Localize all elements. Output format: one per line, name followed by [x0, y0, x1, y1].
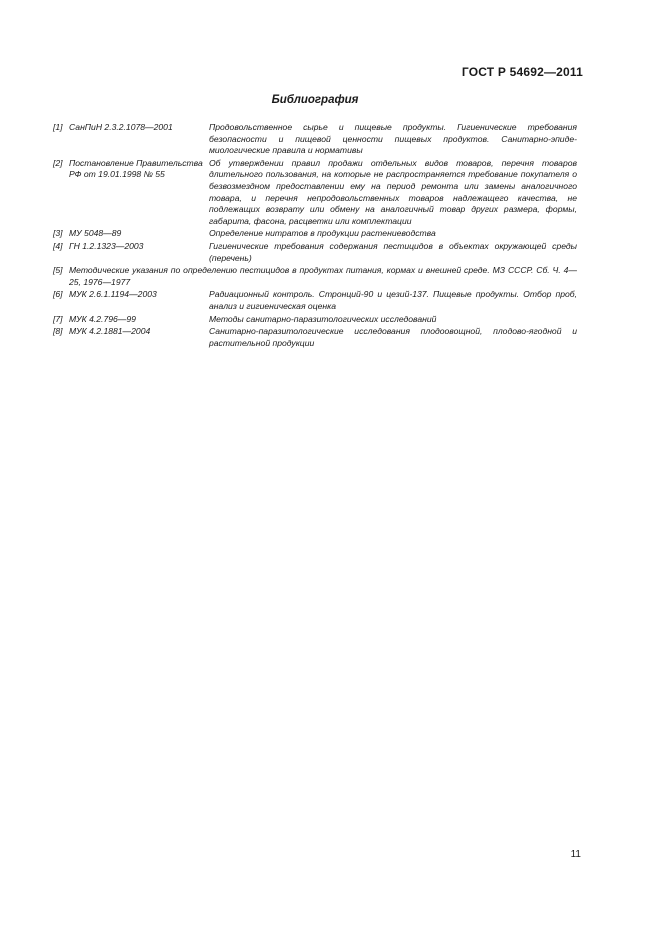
entry-number: [2] — [53, 157, 63, 168]
entry-description: Гигиенические требования содержания пестицидов в объектах окружающей среды (перечень) — [209, 240, 577, 263]
entry-source: МУК 4.2.796—99 — [69, 313, 136, 324]
bibliography-entry — [53, 122, 577, 157]
entry-number: [8] — [53, 326, 63, 337]
bibliography-entry — [53, 158, 577, 228]
entry-source: МУ 5048—89 — [69, 228, 122, 239]
entry-source: СанПиН 2.3.2.1078—2001 — [69, 122, 173, 132]
entry-number: [1] — [53, 122, 63, 132]
entry-description: Продовольственное сырье и пищевые продукты. Гигиенические требования безопасности и пищевой ценности пищевых продуктов. Санитарно-эпидемиологические правила и нормативы — [209, 122, 577, 156]
entry-description: Определение нитратов в продукции растениеводства — [209, 228, 436, 239]
page-number: 11 — [570, 849, 581, 860]
entry-number: [6] — [53, 289, 63, 300]
entry-source: МУК 2.6.1.1194—2003 — [69, 289, 157, 300]
bibliography-list — [53, 122, 577, 350]
bibliography-entry — [53, 265, 577, 288]
bibliography-entry — [53, 228, 577, 240]
entry-number: [7] — [53, 313, 63, 324]
entry-description: Об утверждении правил продажи отдельных видов товаров, перечня товаров длительного пользования, на которые не распространяется требование покупателя о безвозмездном предоставлении ему на период ремонта или замены аналогичного товара, и перечня непродовольственных товаров надлежащего качества, не подлежащих возврату или обмену на аналогичный товар других размера, формы, габарита, фасона, расцветки или комплектации — [209, 157, 577, 226]
entry-source: Постановление Правительства РФ от 19.01.1998 № 55 — [69, 157, 203, 180]
entry-description: Методы санитарно-паразитологических исследований — [209, 313, 437, 324]
entry-description: Санитарно-паразитологические исследования плодоовощной, плодово-ягодной и растительной продукции — [209, 326, 577, 348]
bibliography-entry — [53, 241, 577, 264]
bibliography-entry — [53, 314, 577, 326]
entry-number: [4] — [53, 240, 63, 251]
entry-number: [3] — [53, 228, 63, 239]
page-title: Библиография — [271, 94, 359, 106]
bibliography-entry — [53, 326, 577, 349]
entry-number: [5] — [53, 265, 63, 276]
entry-full-text: Методические указания по определению пестицидов в продуктах питания, кормах и внешней среде. МЗ СССР. Сб. Ч. 4—25, 1976—1977 — [69, 265, 577, 287]
entry-source: ГН 1.2.1323—2003 — [69, 240, 144, 251]
document-code: ГОСТ Р 54692—2011 — [461, 65, 583, 79]
entry-source: МУК 4.2.1881—2004 — [69, 326, 151, 337]
entry-description: Радиационный контроль. Стронций-90 и цезий-137. Пищевые продукты. Отбор проб, анализ и гигиеническая оценка — [209, 289, 577, 311]
bibliography-entry — [53, 289, 577, 312]
